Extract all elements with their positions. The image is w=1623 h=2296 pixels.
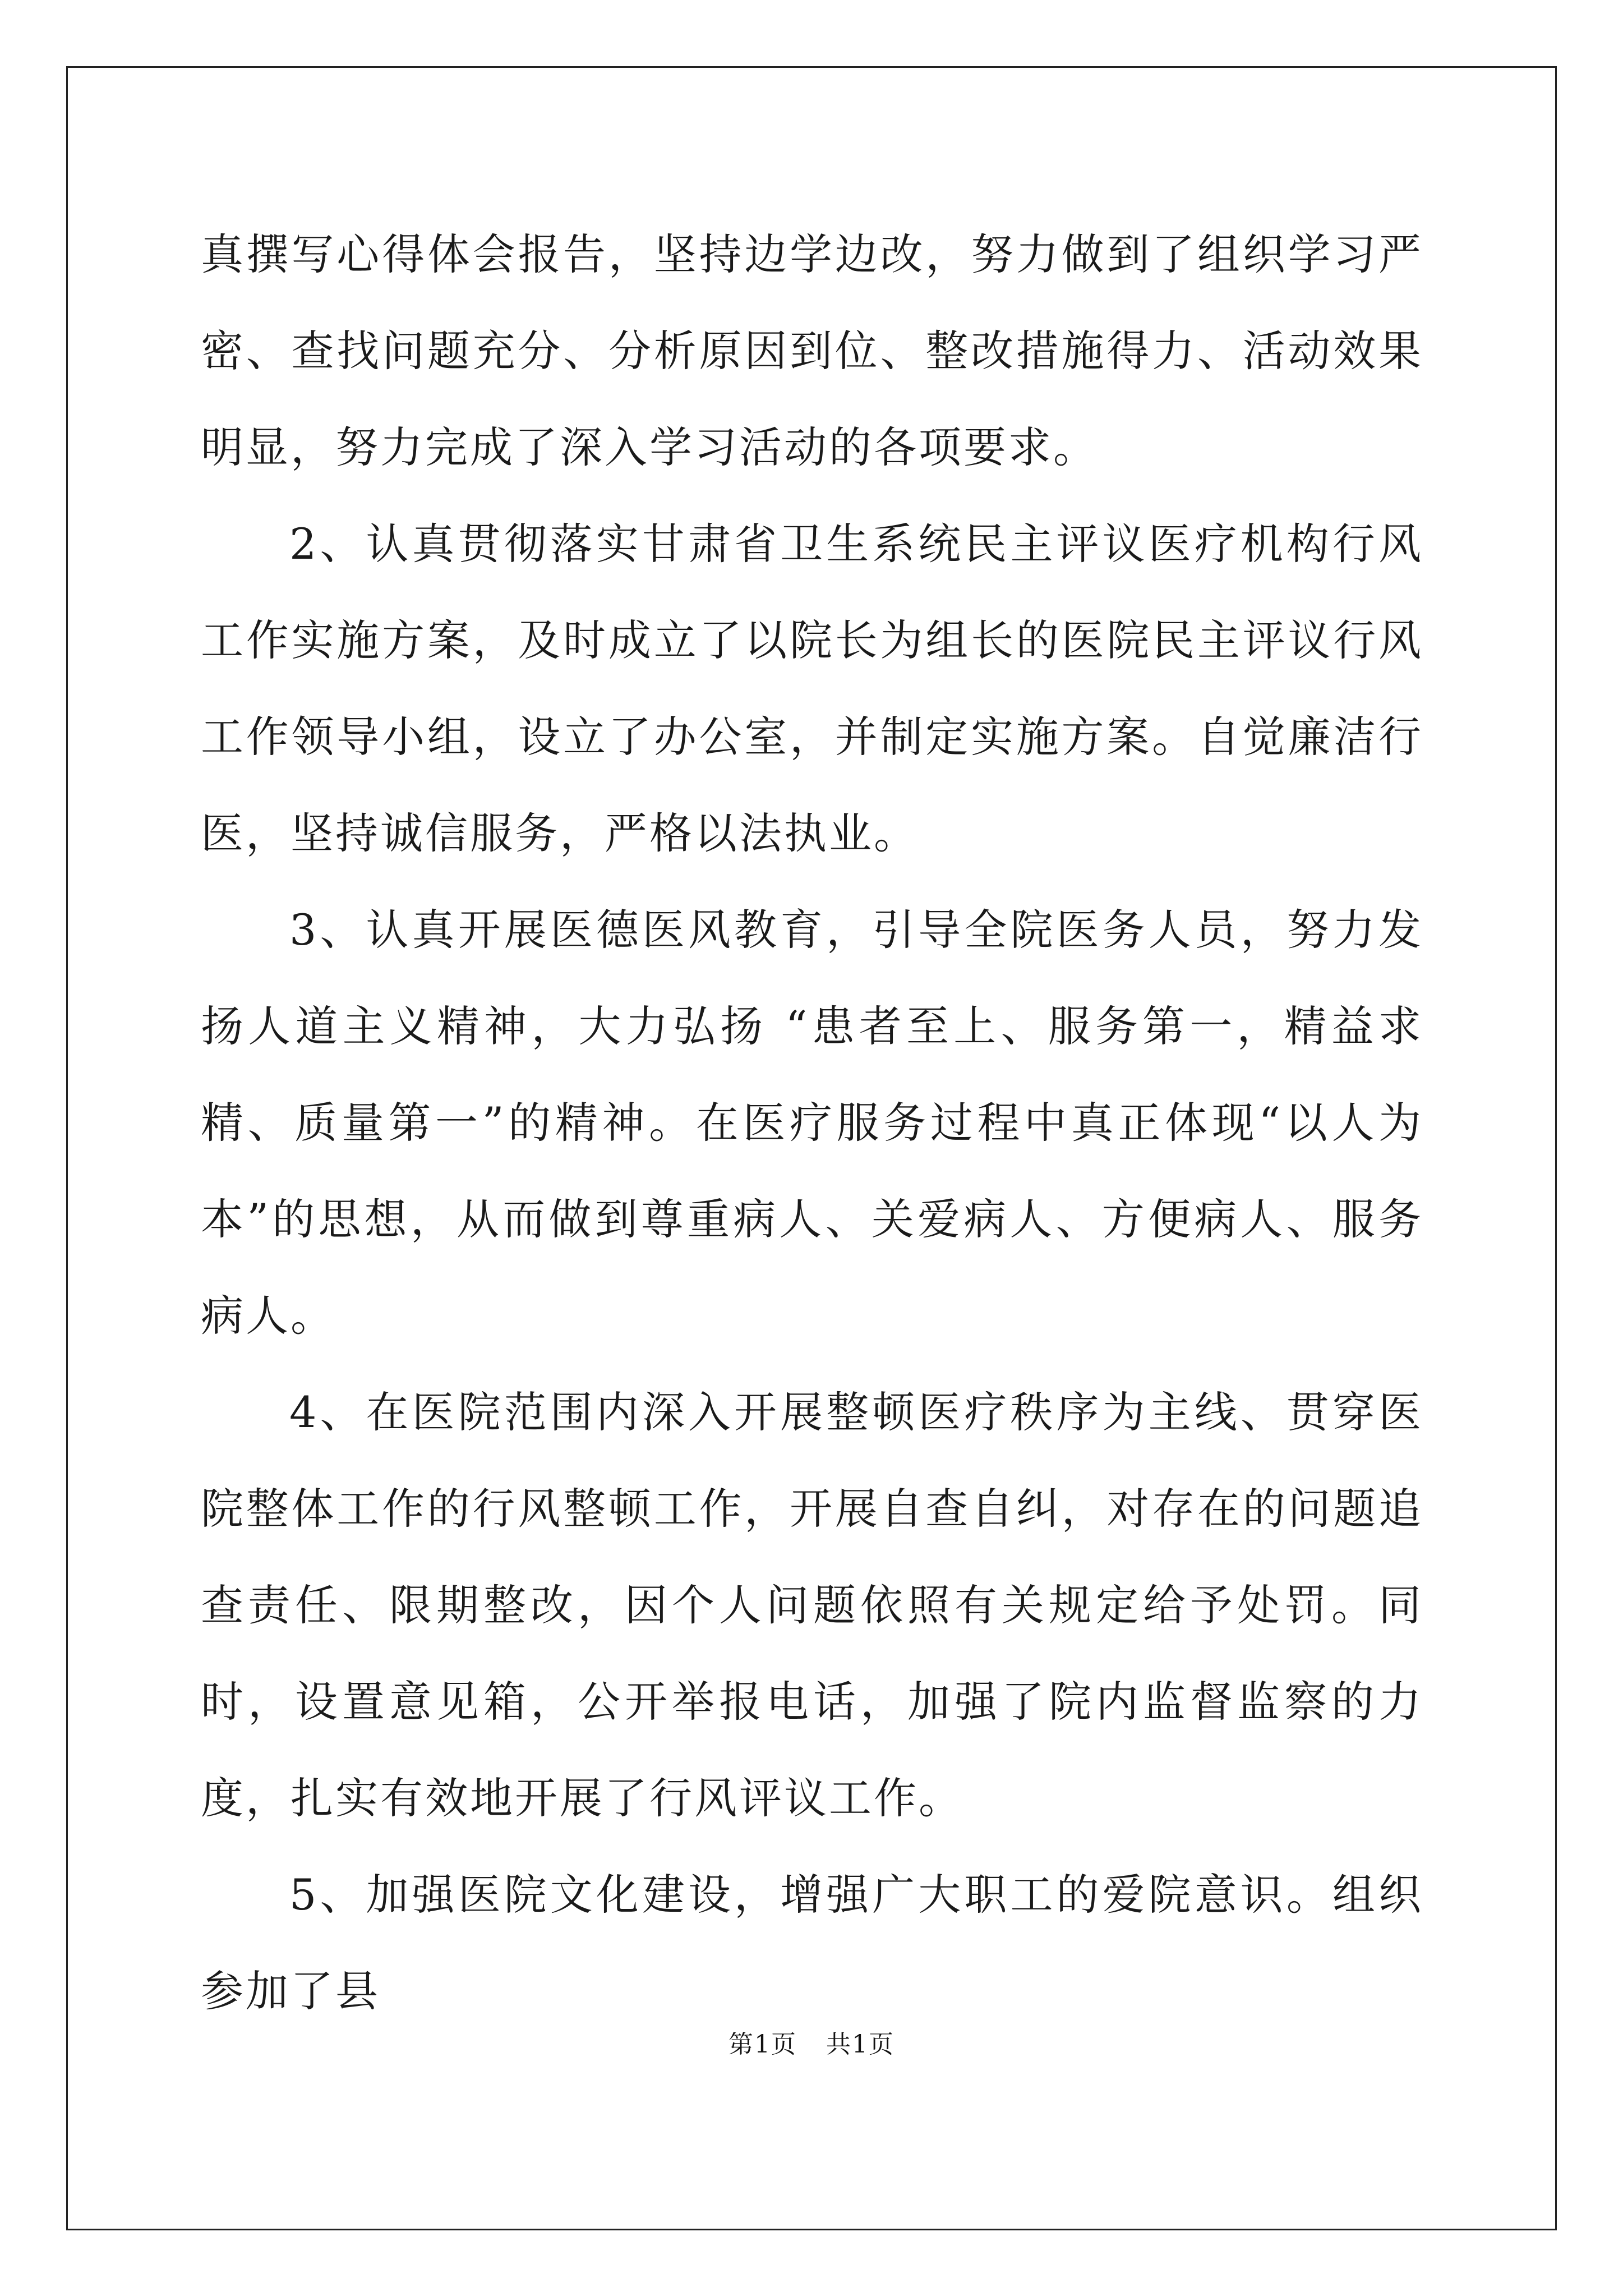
paragraph-5: 5、加强医院文化建设，增强广大职工的爱院意识。组织参加了县 (201, 1870, 1423, 2016)
paragraph-2: 2、认真贯彻落实甘肃省卫生系统民主评议医疗机构行风工作实施方案，及时成立了以院长为组长的医院民主评议行风工作领导小组，设立了办公室，并制定实施方案。自觉廉洁行医，坚持诚信服务，严格以法执业。 (201, 519, 1423, 858)
page-number-total: 共1页 (826, 2030, 895, 2059)
document-body (201, 206, 1423, 2040)
page-number-current: 第1页 (728, 2030, 797, 2059)
paragraph-4: 4、在医院范围内深入开展整顿医疗秩序为主线、贯穿医院整体工作的行风整顿工作，开展自查自纠，对存在的问题追查责任、限期整改，因个人问题依照有关规定给予处罚。同时，设置意见箱，公开举报电话，加强了院内监督监察的力度，扎实有效地开展了行风评议工作。 (201, 1387, 1423, 1823)
page-footer (0, 2024, 1623, 2060)
paragraph-1: 真撰写心得体会报告，坚持边学边改，努力做到了组织学习严密、查找问题充分、分析原因到位、整改措施得力、活动效果明显，努力完成了深入学习活动的各项要求。 (201, 229, 1423, 472)
paragraph-3: 3、认真开展医德医风教育，引导全院医务人员，努力发扬人道主义精神，大力弘扬 “患者至上、服务第一，精益求精、质量第一”的精神。在医疗服务过程中真正体现“以人为本”的思想，从而做到尊重病人、关爱病人、方便病人、服务病人。 (201, 905, 1423, 1341)
